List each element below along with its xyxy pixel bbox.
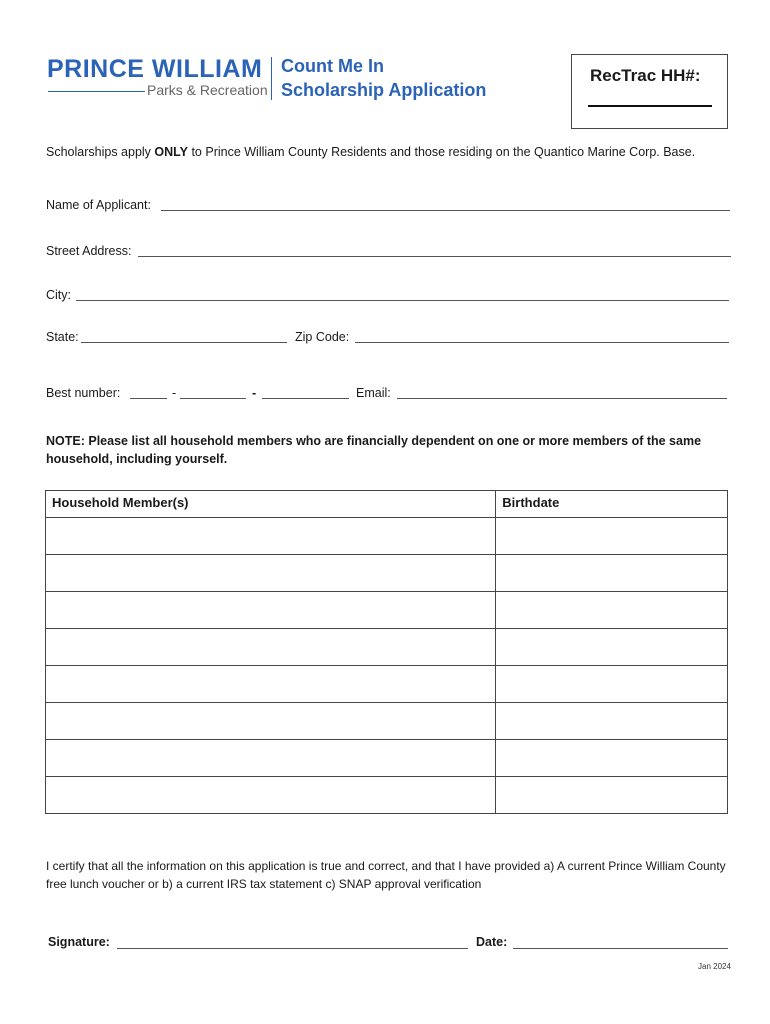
eligibility-post: to Prince William County Residents and those residing on the Quantico Marine Corp. Base.: [187, 145, 696, 159]
table-row: [46, 740, 728, 777]
street-input-line[interactable]: [138, 255, 731, 257]
household-table-header: [46, 491, 728, 518]
phone-separator-1: -: [172, 386, 177, 400]
eligibility-pre: Scholarships apply: [46, 145, 155, 159]
zip-input-line[interactable]: [355, 341, 729, 343]
name-label: Name of Applicant:: [46, 198, 151, 212]
email-label: Email:: [356, 386, 391, 400]
birthdate-cell[interactable]: [496, 703, 728, 740]
table-row: [46, 629, 728, 666]
city-label: City:: [46, 288, 71, 302]
name-input-line[interactable]: [161, 209, 730, 211]
table-row: [46, 666, 728, 703]
household-member-cell[interactable]: [46, 777, 496, 814]
state-input-line[interactable]: [81, 341, 287, 343]
header-divider: [271, 57, 272, 100]
phone-line-number-line[interactable]: [262, 397, 349, 399]
street-label: Street Address:: [46, 244, 132, 258]
birthdate-cell[interactable]: [496, 629, 728, 666]
birthdate-cell[interactable]: [496, 518, 728, 555]
signature-label: Signature:: [48, 935, 110, 949]
signature-input-line[interactable]: [117, 947, 468, 949]
birthdate-cell[interactable]: [496, 592, 728, 629]
date-input-line[interactable]: [513, 947, 728, 949]
birthdate-cell[interactable]: [496, 740, 728, 777]
household-member-cell[interactable]: [46, 703, 496, 740]
form-title-line2: Scholarship Application: [281, 80, 487, 100]
household-member-cell[interactable]: [46, 592, 496, 629]
phone-area-line[interactable]: [130, 397, 167, 399]
eligibility-statement: [46, 145, 695, 159]
household-member-cell[interactable]: [46, 629, 496, 666]
birthdate-cell[interactable]: [496, 777, 728, 814]
zip-label: Zip Code:: [295, 330, 350, 344]
table-row: [46, 518, 728, 555]
org-logo-name: PRINCE WILLIAM: [47, 55, 263, 83]
household-member-cell[interactable]: [46, 518, 496, 555]
household-member-cell[interactable]: [46, 555, 496, 592]
household-note: NOTE: Please list all household members who are financially dependent on one or more members of the same household, including yourself.: [46, 434, 702, 466]
table-row: [46, 592, 728, 629]
org-logo-subtitle: Parks & Recreation: [147, 82, 268, 98]
logo-rule: [48, 91, 145, 92]
phone-separator-2: -: [252, 386, 257, 400]
revision-date: Jan 2024: [698, 962, 731, 971]
state-label: State:: [46, 330, 79, 344]
rectrac-label: RecTrac HH#:: [590, 66, 701, 85]
date-label: Date:: [476, 935, 508, 949]
phone-prefix-line[interactable]: [180, 397, 246, 399]
birthdate-header: Birthdate: [496, 491, 728, 518]
birthdate-cell[interactable]: [496, 555, 728, 592]
birthdate-cell[interactable]: [496, 666, 728, 703]
household-table: [45, 490, 728, 814]
household-member-cell[interactable]: [46, 666, 496, 703]
rectrac-input-line[interactable]: [588, 105, 712, 107]
table-row: [46, 555, 728, 592]
household-member-header: Household Member(s): [46, 491, 496, 518]
eligibility-emphasis: ONLY: [154, 145, 188, 159]
phone-label: Best number:: [46, 386, 121, 400]
form-title-line1: Count Me In: [281, 56, 384, 76]
table-row: [46, 703, 728, 740]
certification-statement: I certify that all the information on this application is true and correct, and that I have provided a) A current Prince William County free lunch voucher or b) a current IRS tax statement c) SNAP approval verification: [46, 859, 726, 891]
table-row: [46, 777, 728, 814]
email-input-line[interactable]: [397, 397, 727, 399]
city-input-line[interactable]: [76, 299, 729, 301]
household-member-cell[interactable]: [46, 740, 496, 777]
